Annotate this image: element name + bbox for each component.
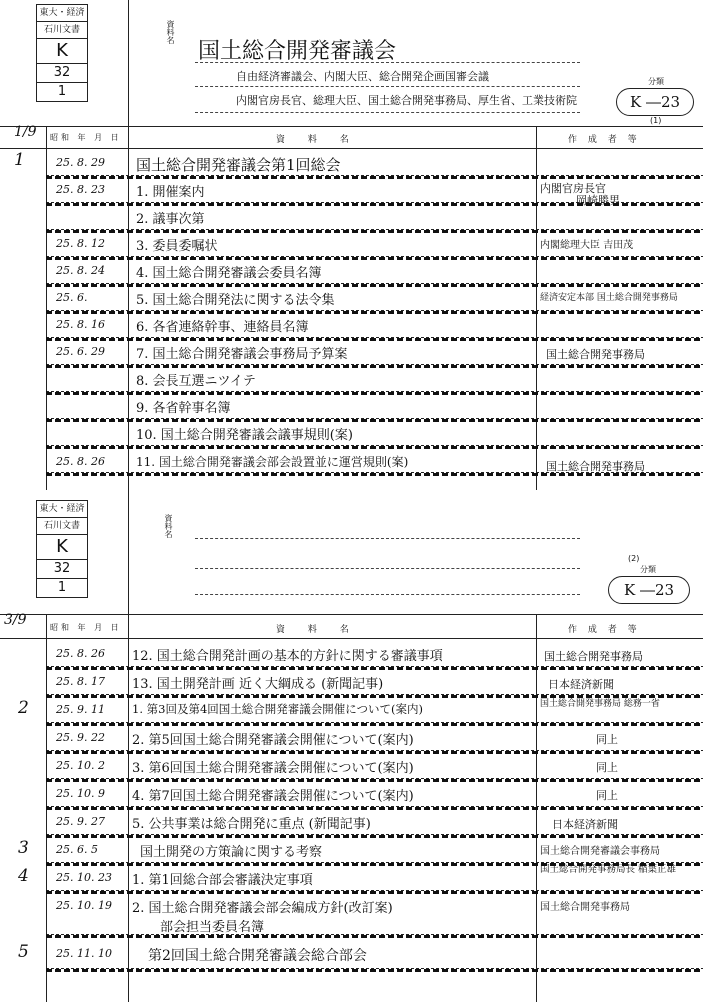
stamp-line-1: 東大・経済	[37, 5, 87, 22]
class-label: 分類	[648, 77, 664, 86]
doc-label: 資料名	[166, 20, 175, 44]
archive-stamp	[36, 500, 88, 598]
stamp-line-4: 32	[37, 64, 87, 83]
header-date: 昭和 年 月 日	[50, 623, 122, 632]
row-title: 9. 各省幹事名簿	[136, 401, 231, 416]
row-number: 2	[18, 698, 29, 718]
row-author: 日本経済新聞	[548, 678, 614, 691]
row-date: 25. 8. 23	[56, 183, 105, 196]
row-title: 7. 国土総合開発審議会事務局予算案	[136, 347, 348, 362]
row-date: 25. 11. 10	[56, 947, 112, 960]
class-label: 分類	[640, 565, 656, 574]
row-title: 4. 第7回国土総合開発審議会開催について(案内)	[132, 789, 414, 804]
row-date: 25. 9. 22	[56, 731, 105, 744]
row-title: 1. 第3回及第4回国土総合開発審議会開催について(案内)	[132, 702, 424, 716]
header-date: 昭和 年 月 日	[50, 133, 122, 142]
class-code: K ―23	[616, 88, 694, 116]
row-title: 国土総合開発審議会第1回総会	[136, 156, 341, 174]
row-title: 2. 議事次第	[136, 212, 205, 227]
stamp-line-3: K	[37, 39, 87, 64]
row-author: 国土総合開発事務局長 稲葉正雄	[540, 864, 677, 875]
row-author: 経済安定本部 国土総合開発事務局	[540, 293, 678, 303]
row-date: 25. 10. 19	[56, 899, 112, 912]
row-author: 国土総合開発事務局 総務一省	[540, 699, 660, 709]
header-number: 3/9	[4, 612, 27, 628]
row-title: 3. 第6回国土総合開発審議会開催について(案内)	[132, 761, 414, 776]
row-date: 25. 6. 5	[56, 843, 98, 856]
row-date: 25. 8. 24	[56, 264, 105, 277]
row-date: 25. 8. 16	[56, 318, 105, 331]
stamp-line-1: 東大・経済	[37, 501, 87, 518]
row-title: 国土開発の方策論に関する考察	[140, 845, 323, 860]
row-author: 国土総合開発事務局	[540, 902, 630, 913]
stamp-line-4: 32	[37, 560, 87, 579]
stamp-line-2: 石川文書	[37, 22, 87, 39]
row-date: 25. 9. 11	[56, 703, 105, 716]
row-title: 10. 国土総合開発審議会議事規則(案)	[136, 428, 353, 443]
row-date: 25. 8. 26	[56, 647, 105, 660]
row-number: 4	[18, 866, 29, 886]
row-date: 25. 6. 29	[56, 345, 105, 358]
row-number: 5	[18, 942, 29, 962]
row-author: 日本経済新聞	[552, 818, 618, 831]
row-title: 8. 会長互選ニツイテ	[136, 374, 256, 389]
row-title: 4. 国土総合開発審議会委員名簿	[136, 266, 322, 281]
header-author: 作 成 者 等	[568, 135, 641, 145]
row-author: 国土総合開発審議会事務局	[540, 846, 660, 857]
doc-title: 国土総合開発審議会	[198, 39, 397, 64]
row-title: 第2回国土総合開発審議会総合部会	[148, 948, 367, 964]
row-date: 25. 10. 9	[56, 787, 105, 800]
row-title: 2. 国土総合開発審議会部会編成方針(改訂案)	[132, 901, 393, 916]
stamp-line-5: 1	[57, 580, 67, 595]
row-author: 同上	[596, 733, 618, 746]
doc-subtitle-2: 内閣官房長官、総理大臣、国土総合開発事務局、厚生省、工業技術院	[236, 94, 577, 107]
class-sub: (2)	[628, 554, 640, 563]
row-author: 同上	[596, 761, 618, 774]
row-author: 国土総合開発事務局	[544, 650, 643, 663]
doc-subtitle-1: 自由経済審議会、内閣大臣、総合開発企画国審会議	[236, 70, 489, 83]
stamp-line-3: K	[37, 535, 87, 560]
class-sub: (1)	[650, 116, 662, 125]
row-date: 25. 8. 26	[56, 455, 105, 468]
row-title: 2. 第5回国土総合開発審議会開催について(案内)	[132, 733, 414, 748]
header-number: 1/9	[14, 124, 37, 140]
row-title: 1. 第1回総合部会審議決定事項	[132, 873, 313, 888]
header-material: 資 料 名	[276, 135, 359, 145]
sheet-1	[0, 0, 703, 490]
stamp-line-5: 1	[57, 84, 67, 99]
row-date: 25. 10. 2	[56, 759, 105, 772]
row-title: 11. 国土総合開発審議会部会設置並に運営規則(案)	[136, 455, 409, 469]
row-date: 25. 8. 17	[56, 675, 105, 688]
row-title: 6. 各省連絡幹事、連絡員名簿	[136, 320, 309, 335]
row-date: 25. 10. 23	[56, 871, 112, 884]
row-author: 同上	[596, 789, 618, 802]
row-title: 13. 国土開発計画 近く大綱成る (新聞記事)	[132, 677, 384, 692]
sheet-2	[0, 490, 703, 1002]
row-author: 内閣総理大臣 吉田茂	[540, 240, 634, 251]
header-material: 資 料 名	[276, 625, 359, 635]
row-author: 岡崎勝男	[576, 194, 620, 207]
row-number: 1	[14, 150, 25, 170]
row-number: 3	[18, 838, 29, 858]
row-date: 25. 8. 12	[56, 237, 105, 250]
row-author: 内閣官房長官	[540, 182, 606, 195]
stamp-line-2: 石川文書	[37, 518, 87, 535]
row-date: 25. 6.	[56, 291, 88, 304]
row-date: 25. 8. 29	[56, 156, 105, 169]
row-title: 5. 公共事業は総合開発に重点 (新聞記事)	[132, 817, 371, 832]
row-author: 国土総合開発事務局	[546, 348, 645, 361]
header-author: 作 成 者 等	[568, 625, 641, 635]
class-code: K ―23	[608, 576, 690, 604]
doc-label: 資料名	[164, 514, 173, 538]
row-title: 1. 開催案内	[136, 185, 205, 200]
row-title: 部会担当委員名簿	[160, 920, 265, 935]
row-author: 国土総合開発事務局	[546, 460, 645, 473]
row-title: 5. 国土総合開発法に関する法令集	[136, 293, 335, 308]
row-date: 25. 9. 27	[56, 815, 105, 828]
row-title: 12. 国土総合開発計画の基本的方針に関する審議事項	[132, 649, 443, 664]
archive-stamp	[36, 4, 88, 102]
row-title: 3. 委員委嘱状	[136, 239, 218, 254]
